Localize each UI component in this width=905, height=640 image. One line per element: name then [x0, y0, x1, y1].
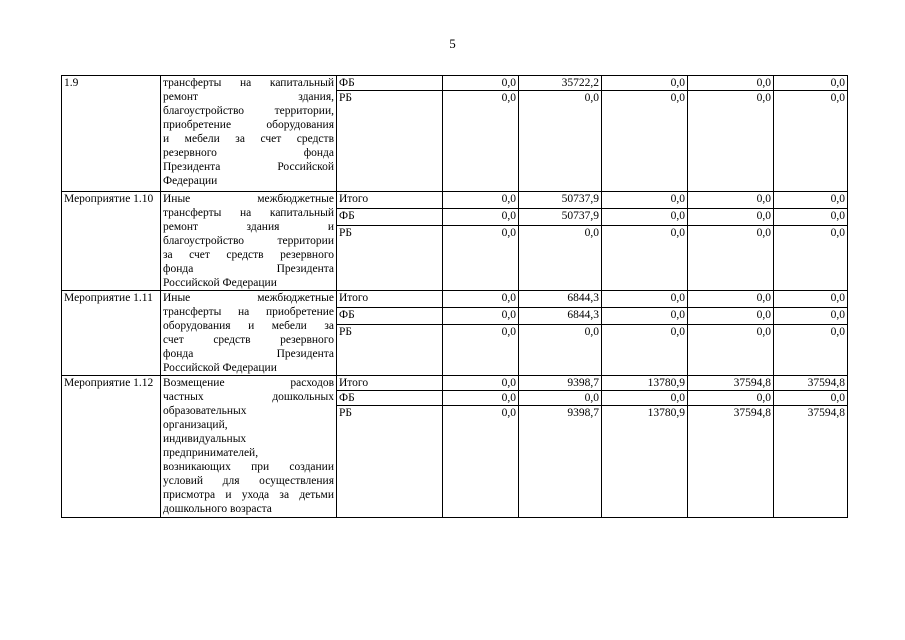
description-line: частных дошкольных [163, 391, 334, 403]
amount-cell: 13780,9 [602, 376, 688, 391]
table-row [62, 291, 848, 308]
amount-cell: 0,0 [602, 76, 688, 91]
amount-cell: 0,0 [688, 324, 774, 375]
amount-cell: 0,0 [774, 291, 848, 308]
amount-cell: 35722,2 [519, 76, 602, 91]
funding-source: РБ [337, 91, 443, 192]
description-line: Возмещение расходов [163, 377, 334, 389]
amount-cell: 0,0 [774, 307, 848, 324]
funding-source: Итого [337, 291, 443, 308]
funding-source: РБ [337, 225, 443, 290]
description-line: присмотра и ухода за детьми [163, 489, 334, 501]
measure-code: Мероприятие 1.12 [62, 376, 161, 518]
table-row [62, 76, 848, 91]
funding-source: ФБ [337, 76, 443, 91]
amount-cell: 0,0 [443, 91, 519, 192]
measure-code: Мероприятие 1.11 [62, 291, 161, 376]
description-line: ремонт здания, [163, 91, 334, 103]
amount-cell: 0,0 [443, 208, 519, 225]
amount-cell: 0,0 [774, 225, 848, 290]
description-line: Иные межбюджетные [163, 292, 334, 304]
amount-cell: 0,0 [519, 324, 602, 375]
table-row [62, 192, 848, 209]
description-line: условий для осуществления [163, 475, 334, 487]
amount-cell: 9398,7 [519, 406, 602, 518]
funding-source: РБ [337, 324, 443, 375]
description-line: индивидуальных [163, 433, 247, 445]
description-line: дошкольного возраста [163, 503, 272, 515]
amount-cell: 0,0 [602, 291, 688, 308]
amount-cell: 0,0 [688, 76, 774, 91]
description-line: образовательных [163, 405, 247, 417]
amount-cell: 0,0 [602, 225, 688, 290]
budget-table [61, 75, 848, 518]
amount-cell: 0,0 [688, 307, 774, 324]
funding-source: ФБ [337, 307, 443, 324]
amount-cell: 6844,3 [519, 291, 602, 308]
amount-cell: 50737,9 [519, 192, 602, 209]
amount-cell: 37594,8 [688, 406, 774, 518]
amount-cell: 37594,8 [774, 406, 848, 518]
description-line: фонда Президента [163, 263, 334, 275]
amount-cell: 0,0 [774, 391, 848, 406]
description-line: счет средств резервного [163, 334, 334, 346]
description-line: резервного фонда [163, 147, 334, 159]
amount-cell: 0,0 [602, 391, 688, 406]
amount-cell: 13780,9 [602, 406, 688, 518]
amount-cell: 0,0 [774, 324, 848, 375]
amount-cell: 0,0 [443, 376, 519, 391]
amount-cell: 0,0 [443, 391, 519, 406]
amount-cell: 0,0 [602, 324, 688, 375]
amount-cell: 0,0 [688, 91, 774, 192]
amount-cell: 0,0 [443, 291, 519, 308]
measure-description [161, 376, 337, 518]
amount-cell: 0,0 [602, 208, 688, 225]
amount-cell: 0,0 [774, 208, 848, 225]
funding-source: ФБ [337, 391, 443, 406]
measure-code: 1.9 [62, 76, 161, 192]
description-line: трансферты на приобретение [163, 306, 334, 318]
measure-description [161, 291, 337, 376]
amount-cell: 0,0 [602, 91, 688, 192]
description-line: фонда Президента [163, 348, 334, 360]
description-line: Федерации [163, 175, 218, 187]
amount-cell: 0,0 [443, 76, 519, 91]
description-line: приобретение оборудования [163, 119, 334, 131]
description-line: Иные межбюджетные [163, 193, 334, 205]
funding-source: Итого [337, 376, 443, 391]
amount-cell: 0,0 [443, 225, 519, 290]
description-line: за счет средств резервного [163, 249, 334, 261]
amount-cell: 0,0 [688, 391, 774, 406]
amount-cell: 0,0 [688, 291, 774, 308]
description-line: Российской Федерации [163, 362, 277, 374]
funding-source: РБ [337, 406, 443, 518]
measure-code: Мероприятие 1.10 [62, 192, 161, 291]
amount-cell: 0,0 [774, 91, 848, 192]
amount-cell: 6844,3 [519, 307, 602, 324]
description-line: предпринимателей, [163, 447, 259, 459]
funding-source: ФБ [337, 208, 443, 225]
table-row [62, 376, 848, 391]
amount-cell: 0,0 [602, 307, 688, 324]
description-line: благоустройство территории, [163, 105, 334, 117]
measure-description [161, 76, 337, 192]
amount-cell: 0,0 [519, 91, 602, 192]
amount-cell: 0,0 [519, 225, 602, 290]
page-number: 5 [449, 36, 456, 51]
amount-cell: 0,0 [688, 208, 774, 225]
amount-cell: 0,0 [443, 324, 519, 375]
amount-cell: 0,0 [519, 391, 602, 406]
amount-cell: 0,0 [443, 192, 519, 209]
amount-cell: 0,0 [774, 192, 848, 209]
description-line: и мебели за счет средств [163, 133, 334, 145]
description-line: трансферты на капитальный [163, 207, 334, 219]
amount-cell: 50737,9 [519, 208, 602, 225]
description-line: благоустройство территории [163, 235, 334, 247]
description-line: оборудования и мебели за [163, 320, 334, 332]
amount-cell: 0,0 [688, 225, 774, 290]
description-line: ремонт здания и [163, 221, 334, 233]
measure-description [161, 192, 337, 291]
amount-cell: 37594,8 [688, 376, 774, 391]
amount-cell: 0,0 [688, 192, 774, 209]
description-line: Президента Российской [163, 161, 334, 173]
amount-cell: 9398,7 [519, 376, 602, 391]
amount-cell: 0,0 [443, 307, 519, 324]
description-line: организаций, [163, 419, 228, 431]
amount-cell: 37594,8 [774, 376, 848, 391]
amount-cell: 0,0 [602, 192, 688, 209]
amount-cell: 0,0 [774, 76, 848, 91]
description-line: трансферты на капитальный [163, 77, 334, 89]
description-line: Российской Федерации [163, 277, 277, 289]
description-line: возникающих при создании [163, 461, 334, 473]
amount-cell: 0,0 [443, 406, 519, 518]
funding-source: Итого [337, 192, 443, 209]
